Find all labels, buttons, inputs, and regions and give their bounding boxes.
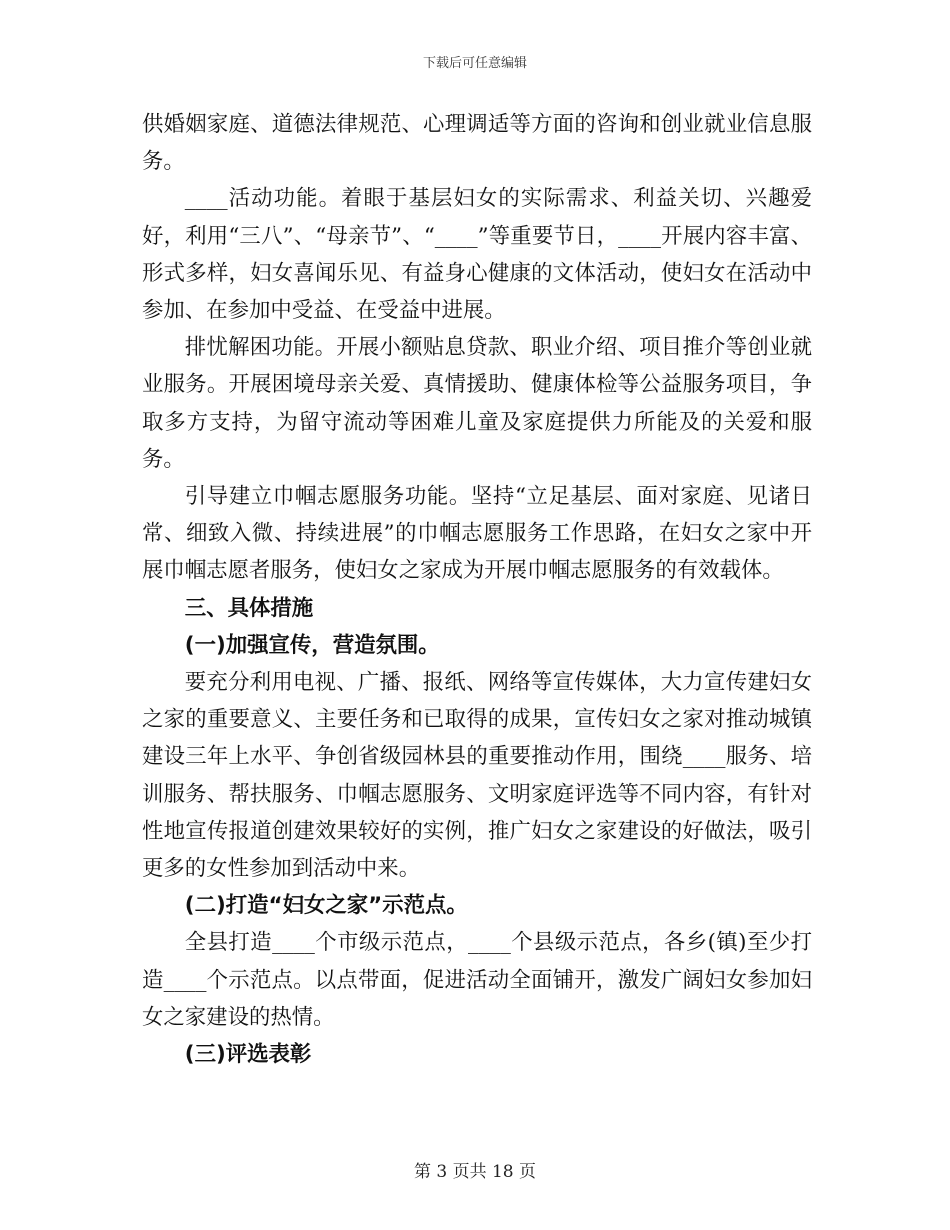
document-body [142,106,812,1073]
paragraph-demonstration-sites: 全县打造____个市级示范点，____个县级示范点，各乡(镇)至少打造____个示范点。以点带面，促进活动全面铺开，激发广阔妇女参加妇女之家建设的热情。 [142,930,812,1030]
paragraph-volunteer-function: 引导建立巾帼志愿服务功能。坚持“立足基层、面对家庭、见诸日常、细致入微、持续进展”的巾帼志愿服务工作思路，在妇女之家中开展巾帼志愿者服务，使妇女之家成为开展巾帼志愿服务的有效载体。 [142,484,812,584]
paragraph-publicity: 要充分利用电视、广播、报纸、网络等宣传媒体，大力宣传建妇女之家的重要意义、主要任务和已取得的成果，宣传妇女之家对推动城镇建设三年上水平、争创省级园林县的重要推动作用，围绕____服务、培训服务、帮扶服务、巾帼志愿服务、文明家庭评选等不同内容，有针对性地宣传报道创建效果较好的实例，推广妇女之家建设的好做法，吸引更多的女性参加到活动中来。 [142,670,812,882]
page-footer: 第 3 页共 18 页 [413,1162,537,1182]
page-header: 下载后可任意编辑 [422,56,527,71]
paragraph-activity-function: ____活动功能。着眼于基层妇女的实际需求、利益关切、兴趣爱好，利用“三八”、“母亲节”、“____”等重要节日，____开展内容丰富、形式多样，妇女喜闻乐见、有益身心健康的文体活动，使妇女在活动中参加、在参加中受益、在受益中进展。 [142,186,812,324]
paragraph-counseling-continuation: 供婚姻家庭、道德法律规范、心理调适等方面的咨询和创业就业信息服务。 [142,112,812,175]
subheading-demonstration-sites: (二)打造“妇女之家”示范点。 [184,893,468,919]
subheading-commendation: (三)评选表彰 [184,1042,312,1068]
paragraph-relief-function: 排忧解困功能。开展小额贴息贷款、职业介绍、项目推介等创业就业服务。开展困境母亲关爱、真情援助、健康体检等公益服务项目，争取多方支持，为留守流动等困难儿童及家庭提供力所能及的关爱和服务。 [142,335,812,472]
subheading-publicity: (一)加强宣传，营造氛围。 [184,632,440,658]
section-heading-measures: 三、具体措施 [184,595,314,621]
